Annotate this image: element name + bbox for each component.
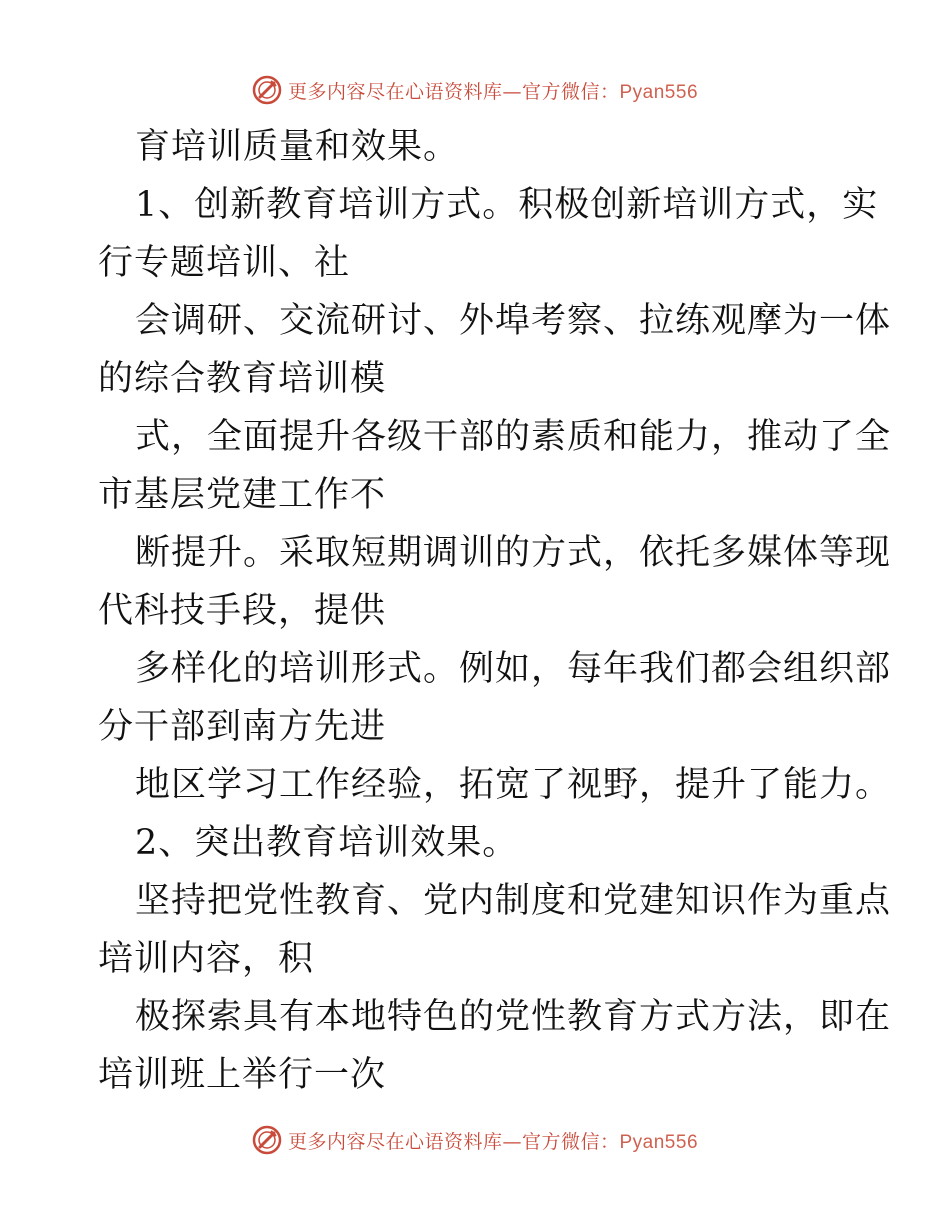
text-line: 2、突出教育培训效果。 [135,823,519,863]
document-body [98,118,892,1104]
text-line: 代科技手段，提供 [98,591,387,631]
text-line: 会调研、交流研讨、外埠考察、拉练观摩为一体 [135,301,892,341]
text-line: 式，全面提升各级干部的素质和能力，推动了全 [135,417,892,457]
header-watermark [0,72,950,108]
text-line: 1、创新教育培训方式。积极创新培训方式，实 [135,185,879,225]
watermark-text: 更多内容尽在心语资料库—官方微信：Pyan556 [287,80,699,103]
text-line: 极探索具有本地特色的党性教育方式方法，即在 [135,997,892,1037]
text-line: 分干部到南方先进 [98,707,387,747]
seal-logo-icon [252,1125,282,1155]
text-line: 市基层党建工作不 [98,475,387,515]
watermark-wechat-id: Pyan556 [619,81,699,103]
text-line: 培训班上举行一次 [98,1055,387,1095]
footer-watermark [0,1122,950,1158]
text-line: 培训内容，积 [98,939,315,979]
text-line: 行专题培训、社 [98,243,351,283]
text-line: 育培训质量和效果。 [135,127,460,167]
text-line: 地区学习工作经验，拓宽了视野，提升了能力。 [135,765,892,805]
watermark-wechat-id: Pyan556 [619,1131,699,1153]
text-line: 坚持把党性教育、党内制度和党建知识作为重点 [135,881,892,921]
text-line: 多样化的培训形式。例如，每年我们都会组织部 [135,649,892,689]
text-line: 断提升。采取短期调训的方式，依托多媒体等现 [135,533,892,573]
seal-logo-icon [252,75,282,105]
text-line: 的综合教育培训模 [98,359,387,399]
watermark-text: 更多内容尽在心语资料库—官方微信：Pyan556 [287,1130,699,1153]
